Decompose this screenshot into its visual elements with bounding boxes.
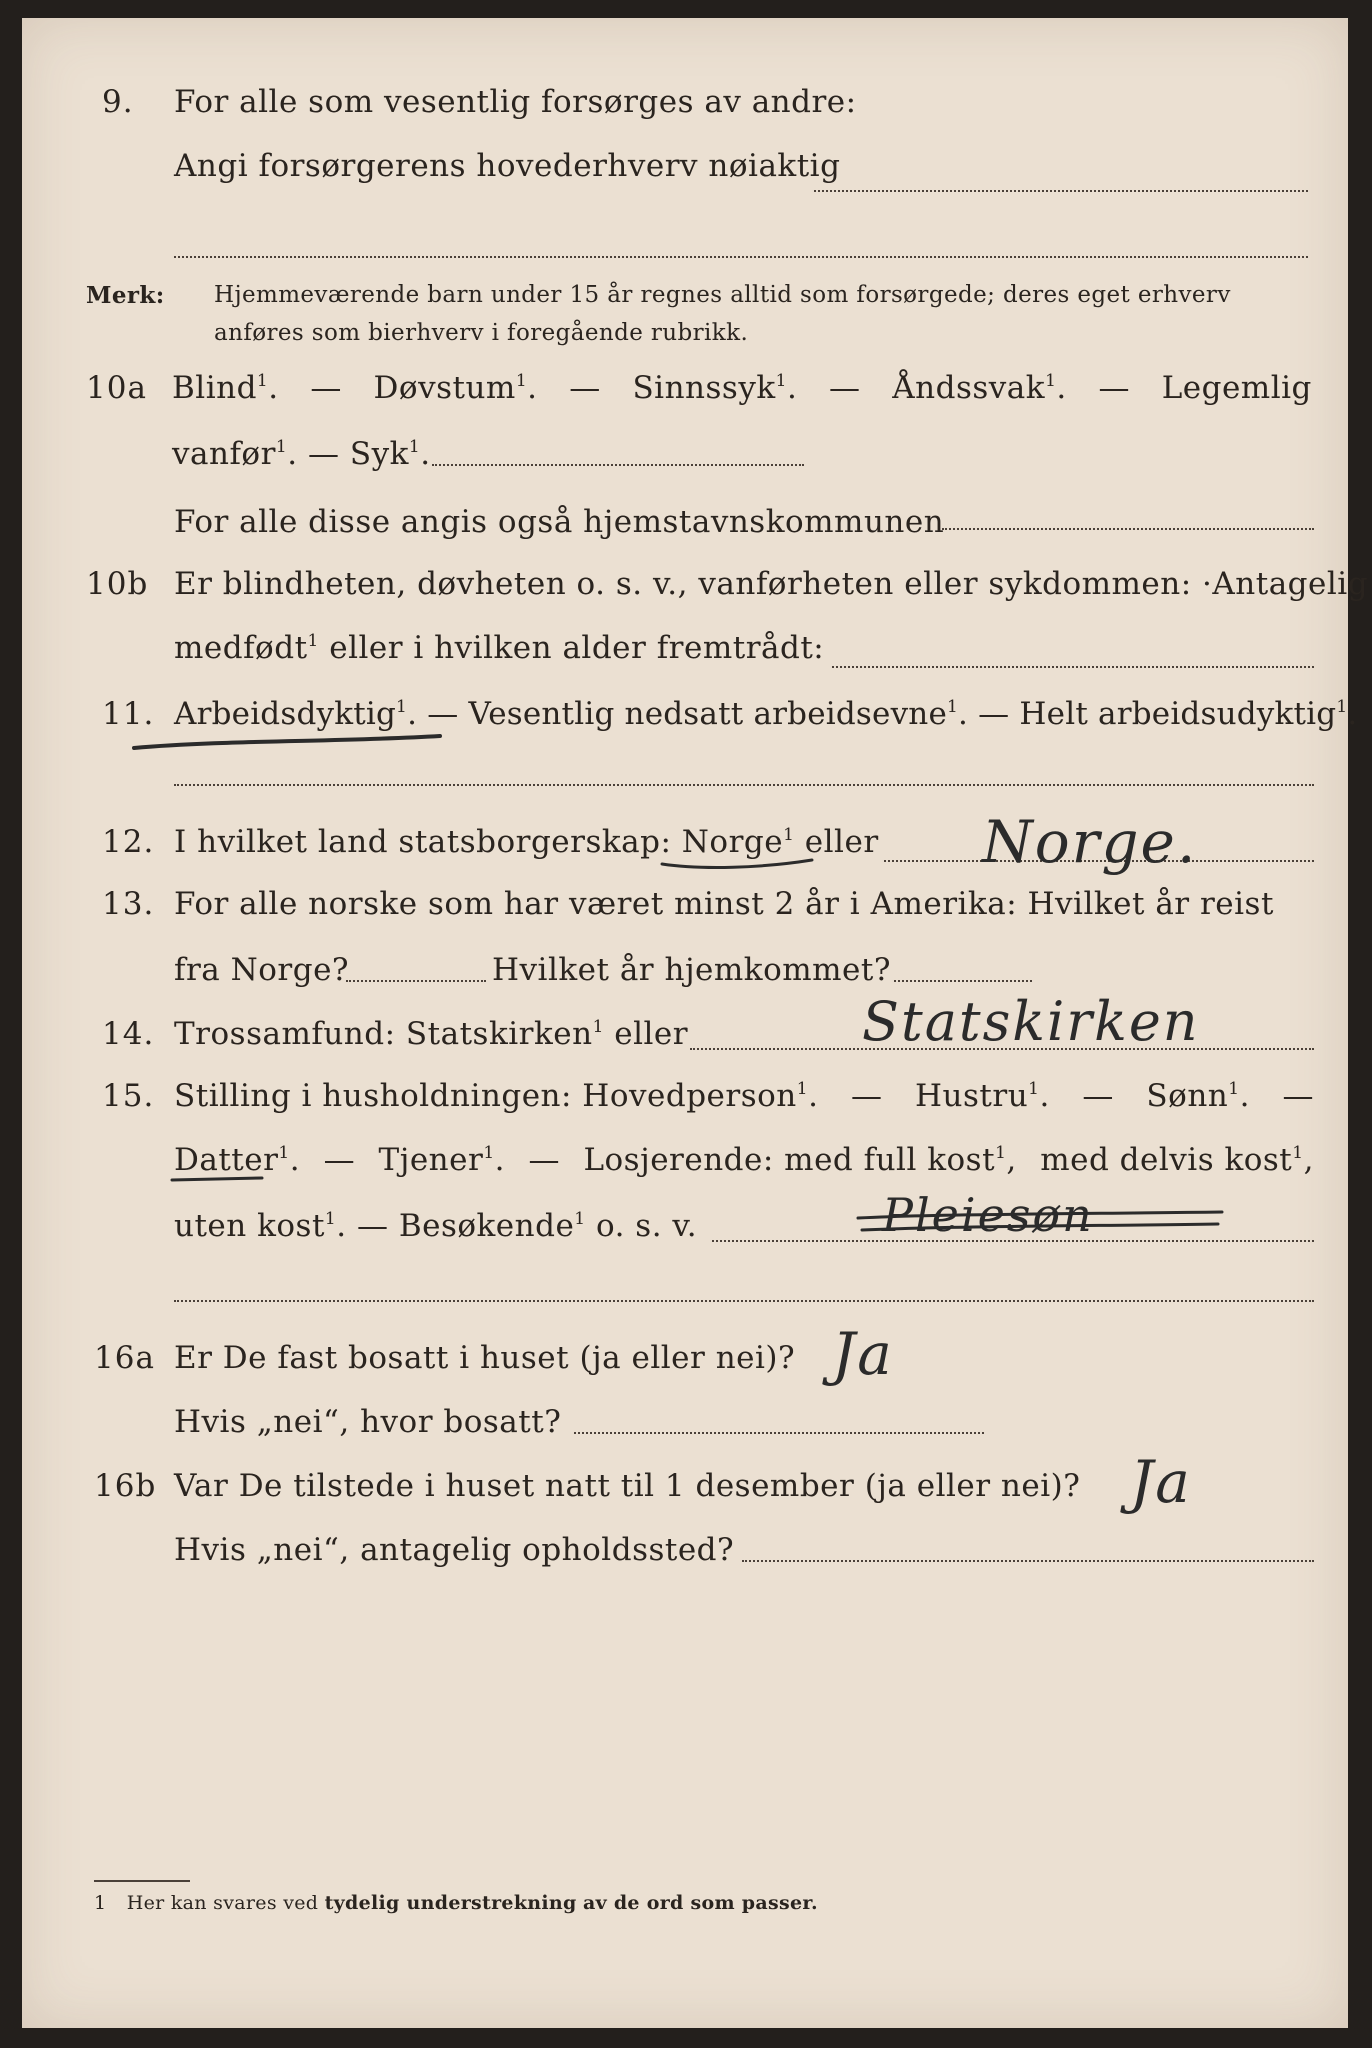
q16b-handwritten-answer: Ja — [1130, 1448, 1192, 1516]
q10b-line1: Er blindheten, døvheten o. s. v., vanførheten eller sykdommen: ·Antagelig — [174, 566, 1369, 602]
q12-line: I hvilket land statsborgerskap: Norge$^1$ eller — [174, 824, 879, 860]
option-hovedperson[interactable]: Stilling i husholdningen: Hovedperson$^1$. — [174, 1078, 819, 1114]
q10a-line2: vanfør$^1$. — Syk$^1$. — [172, 436, 431, 472]
option-dovstum[interactable]: Døvstum$^1$. — [373, 370, 538, 406]
option-helt-arbeidsudyktig[interactable]: Helt arbeidsudyktig$^1$. — [1019, 696, 1358, 732]
census-form-page — [22, 18, 1369, 2028]
option-andssvak[interactable]: Åndssvak$^1$. — [892, 370, 1067, 406]
option-statskirken[interactable]: Trossamfund: Statskirken$^1$ — [174, 1016, 604, 1052]
merk-line1: Hjemmeværende barn under 15 år regnes alltid som forsørgede; deres eget erhverv — [214, 282, 1231, 308]
q15-line3: uten kost$^1$. — Besøkende$^1$ o. s. v. — [174, 1208, 698, 1244]
q15-number: 15. — [102, 1078, 155, 1114]
q15-strike-2 — [862, 1224, 1218, 1230]
q10a-number: 10a — [86, 370, 147, 406]
q11-line: Arbeidsdyktig$^1$. — Vesentlig nedsatt arbeidsevne$^1$. — Helt arbeidsudyktig$^1$. — [174, 696, 1358, 732]
option-legemlig[interactable]: Legemlig — [1161, 370, 1312, 406]
option-vanfor[interactable]: vanfør$^1$. — [172, 436, 298, 472]
q10a-line3: For alle disse angis også hjemstavnskommunen — [174, 504, 945, 540]
q12-number: 12. — [102, 824, 155, 860]
option-blind[interactable]: Blind$^1$. — [172, 370, 279, 406]
option-tjener[interactable]: Tjener$^1$. — [378, 1142, 505, 1178]
option-datter[interactable]: Datter$^1$. — [174, 1142, 301, 1178]
q13-number: 13. — [102, 886, 155, 922]
footnote: 1 Her kan svares ved tydelig understrekning av de ord som passer. — [94, 1892, 818, 1914]
q10a-line1: Blind$^1$. — Døvstum$^1$. — Sinnssyk$^1$. — Åndssvak$^1$. — Legemlig — [172, 370, 1312, 406]
option-hustru[interactable]: Hustru$^1$. — [915, 1078, 1050, 1114]
q16b-line2: Hvis „nei“, antagelig opholdssted? — [174, 1532, 735, 1568]
q13-line1: For alle norske som har været minst 2 år i Amerika: Hvilket år reist — [174, 886, 1274, 922]
q15-handwritten-answer: Pleiesøn — [882, 1188, 1094, 1242]
q15-strike-1 — [858, 1212, 1222, 1218]
q16b-line1: Var De tilstede i huset natt til 1 desember (ja eller nei)? — [174, 1468, 1081, 1504]
q12-handwritten-answer: Norge. — [982, 808, 1198, 876]
q16b-number: 16b — [94, 1468, 157, 1504]
q10b-number: 10b — [86, 566, 149, 602]
q16a-number: 16a — [94, 1340, 155, 1376]
merk-line2: anføres som bierhverv i foregående rubrikk. — [214, 320, 749, 346]
option-vesentlig-nedsatt[interactable]: Vesentlig nedsatt arbeidsevne$^1$. — [468, 696, 969, 732]
q16a-handwritten-answer: Ja — [832, 1320, 894, 1388]
footnote-mark: 1 — [94, 1892, 107, 1914]
ink-markings — [22, 18, 1348, 2028]
option-besokende[interactable]: Besøkende$^1$ — [398, 1208, 586, 1244]
q14-number: 14. — [102, 1016, 155, 1052]
q9-number: 9. — [102, 84, 134, 120]
merk-label: Merk: — [86, 282, 165, 309]
option-losjerende-full-kost[interactable]: Losjerende: med full kost$^1$, — [583, 1142, 1017, 1178]
q16a-line2: Hvis „nei“, hvor bosatt? — [174, 1404, 562, 1440]
q10b-line2: medfødt$^1$ eller i hvilken alder fremtrådt: — [174, 630, 825, 666]
q14-handwritten-answer: Statskirken — [862, 990, 1200, 1053]
norge-underline — [662, 860, 812, 867]
option-medfodt[interactable]: medfødt$^1$ — [174, 630, 319, 666]
q13-hjemkommet-label: Hvilket år hjemkommet? — [492, 952, 891, 988]
datter-underline — [172, 1178, 262, 1180]
q16a-line1: Er De fast bosatt i huset (ja eller nei)? — [174, 1340, 796, 1376]
option-sinnssyk[interactable]: Sinnssyk$^1$. — [632, 370, 798, 406]
option-uten-kost[interactable]: uten kost$^1$. — [174, 1208, 347, 1244]
q13-fra-norge-label: fra Norge? — [174, 952, 350, 988]
option-norge[interactable]: Norge$^1$ — [681, 824, 795, 860]
option-sonn[interactable]: Sønn$^1$. — [1146, 1078, 1250, 1114]
option-syk[interactable]: Syk$^1$. — [349, 436, 431, 472]
q15-line2: Datter$^1$. — Tjener$^1$. — Losjerende: med full kost$^1$, med delvis kost$^1$, — [174, 1142, 1314, 1178]
q9-line1: For alle som vesentlig forsørges av andre: — [174, 84, 857, 120]
option-arbeidsdyktig[interactable]: Arbeidsdyktig$^1$. — [174, 696, 418, 732]
option-delvis-kost[interactable]: med delvis kost$^1$, — [1040, 1142, 1314, 1178]
q11-number: 11. — [102, 696, 155, 732]
arbeidsdyktig-underline — [134, 736, 440, 748]
q9-line2: Angi forsørgerens hovederhverv nøiaktig — [174, 148, 841, 184]
q14-line: Trossamfund: Statskirken$^1$ eller — [174, 1016, 689, 1052]
q15-line1: Stilling i husholdningen: Hovedperson$^1$. — Hustru$^1$. — Sønn$^1$. — — [174, 1078, 1314, 1114]
